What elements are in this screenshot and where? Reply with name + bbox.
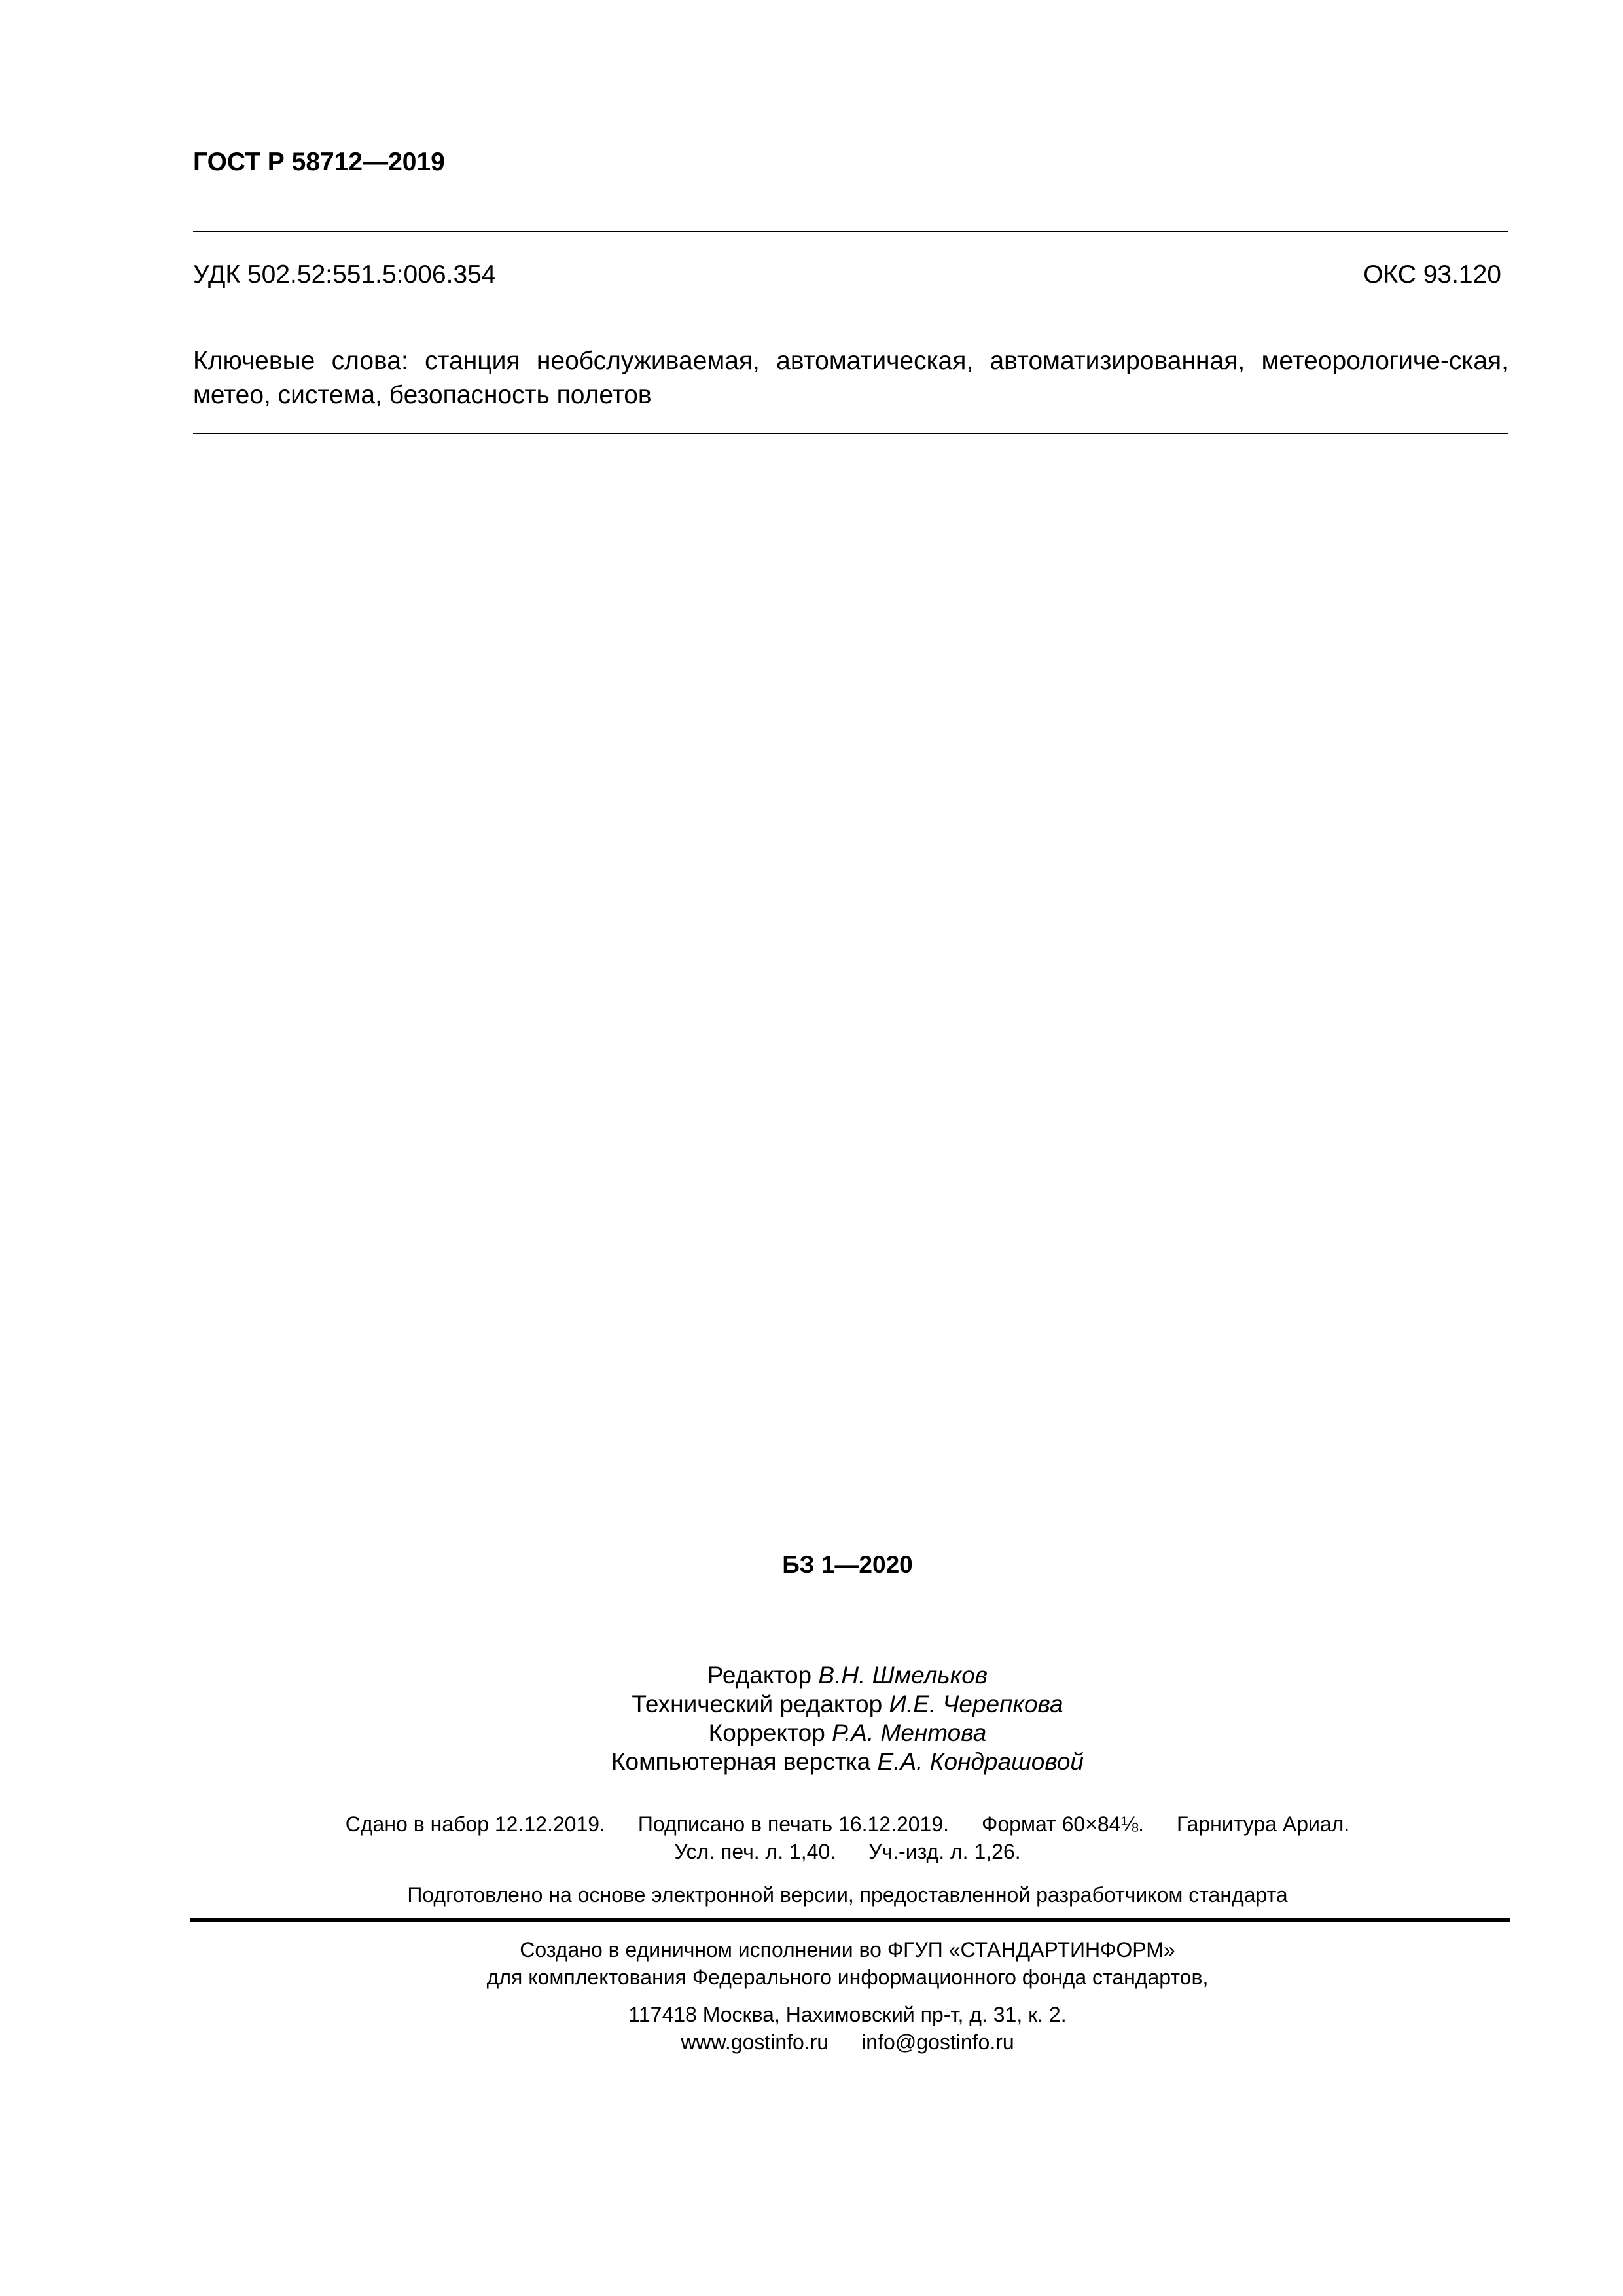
submitted-date: Сдано в набор 12.12.2019. [345, 1812, 605, 1836]
typeface: Гарнитура Ариал. [1177, 1812, 1350, 1836]
print-info-line1 [0, 1810, 1623, 1838]
print-sheets: Усл. печ. л. 1,40. [674, 1840, 836, 1863]
publisher-divider [190, 1918, 1510, 1922]
keywords-paragraph: Ключевые слова: станция необслуживаемая, автоматическая, автоматизированная, метеорологиче-ская, метео, система, безопасность полетов [193, 347, 1508, 409]
credit-name: И.Е. Черепкова [889, 1691, 1063, 1717]
publisher-line2: для комплектования Федерального информационного фонда стандартов, [486, 1965, 1209, 1989]
credit-role: Корректор [708, 1719, 825, 1746]
print-info-line2 [0, 1838, 1623, 1865]
publisher-address: 117418 Москва, Нахимовский пр-т, д. 31, к. 2. [628, 2003, 1067, 2026]
credit-name: В.Н. Шмельков [818, 1662, 988, 1689]
credit-editor [0, 1661, 1623, 1690]
signed-date: Подписано в печать 16.12.2019. [637, 1812, 950, 1836]
publisher-sheets: Уч.-изд. л. 1,26. [868, 1840, 1021, 1863]
keywords-divider [193, 433, 1508, 434]
bz-number: БЗ 1—2020 [782, 1551, 913, 1578]
website-link[interactable]: www.gostinfo.ru [681, 2030, 829, 2054]
prepared-note: Подготовлено на основе электронной версии, предоставленной разработчиком стандарта [407, 1883, 1288, 1907]
publisher-contacts [0, 2028, 1623, 2056]
credit-role: Технический редактор [632, 1691, 883, 1717]
credit-layout [0, 1748, 1623, 1776]
credit-role: Компьютерная верстка [611, 1748, 871, 1775]
oks-code: ОКС 93.120 [1363, 260, 1501, 289]
credit-role: Редактор [707, 1662, 812, 1689]
standard-code: ГОСТ Р 58712—2019 [193, 148, 445, 176]
udk-code: УДК 502.52:551.5:006.354 [193, 260, 496, 289]
top-divider [193, 231, 1508, 232]
publisher-line1: Создано в единичном исполнении во ФГУП «СТАНДАРТИНФОРМ» [520, 1938, 1175, 1962]
credit-tech-editor [0, 1690, 1623, 1719]
credit-name: Р.А. Ментова [832, 1719, 987, 1746]
credit-name: Е.А. Кондрашовой [877, 1748, 1084, 1775]
email-link[interactable]: info@gostinfo.ru [861, 2030, 1014, 2054]
credit-corrector [0, 1719, 1623, 1748]
paper-format: Формат 60×84⅛. [982, 1812, 1145, 1836]
